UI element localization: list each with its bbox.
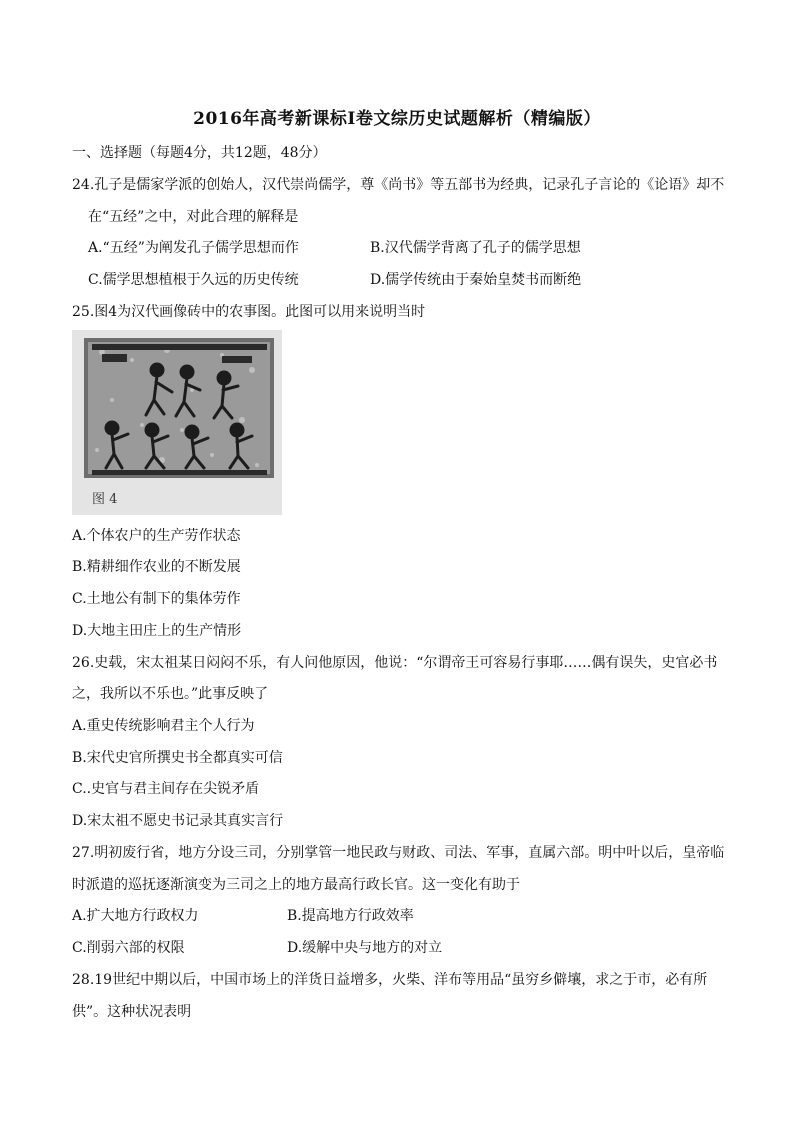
q24-option-b: B.汉代儒学背离了孔子的儒学思想 bbox=[370, 240, 581, 256]
q25-option-c: C.土地公有制下的集体劳作 bbox=[72, 591, 241, 607]
page-title: 2016年高考新课标Ⅰ卷文综历史试题解析（精编版） bbox=[193, 109, 601, 129]
q24-option-c: C.儒学思想植根于久远的历史传统 bbox=[88, 272, 299, 288]
q24-stem-line2: 在“五经”之中，对此合理的解释是 bbox=[88, 209, 299, 225]
q27-option-c: C.削弱六部的权限 bbox=[72, 940, 185, 956]
q25-option-b: B.精耕细作农业的不断发展 bbox=[72, 559, 241, 575]
q28-stem-line1: 28.19世纪中期以后，中国市场上的洋货日益增多，火柴、洋布等用品“虽穷乡僻壤，求之于市，必有所 bbox=[72, 972, 708, 988]
q25-stem: 25.图4为汉代画像砖中的农事图。此图可以用来说明当时 bbox=[72, 304, 426, 320]
section-heading: 一、选择题（每题4分，共12题，48分） bbox=[72, 145, 327, 161]
q26-stem-line2: 之，我所以不乐也。”此事反映了 bbox=[72, 686, 269, 702]
q24-stem-line1: 24.孔子是儒家学派的创始人，汉代崇尚儒学，尊《尚书》等五部书为经典，记录孔子言论的《论语》却不 bbox=[72, 177, 725, 193]
q27-stem-line1: 27.明初废行省，地方分设三司，分别掌管一地民政与财政、司法、军事，直属六部。明中叶以后，皇帝临 bbox=[72, 845, 725, 861]
q27-option-a: A.扩大地方行政权力 bbox=[72, 908, 199, 924]
figure-caption: 图 4 bbox=[92, 492, 118, 507]
q25-option-a: A.个体农户的生产劳作状态 bbox=[72, 528, 241, 544]
q27-stem-line2: 时派遣的巡抚逐渐演变为三司之上的地方最高行政长官。这一变化有助于 bbox=[72, 877, 520, 893]
q26-option-a: A.重史传统影响君主个人行为 bbox=[72, 718, 255, 734]
q27-option-b: B.提高地方行政效率 bbox=[287, 908, 414, 924]
q24-option-d: D.儒学传统由于秦始皇焚书而断绝 bbox=[370, 272, 582, 288]
q28-stem-line2: 供”。这种状况表明 bbox=[72, 1004, 192, 1020]
q24-option-a: A.“五经”为阐发孔子儒学思想而作 bbox=[88, 240, 299, 256]
q25-option-d: D.大地主田庄上的生产情形 bbox=[72, 623, 242, 639]
q26-option-c: C..史官与君主间存在尖锐矛盾 bbox=[72, 781, 260, 797]
q27-option-d: D.缓解中央与地方的对立 bbox=[287, 940, 443, 956]
q26-option-d: D.宋太祖不愿史书记录其真实言行 bbox=[72, 813, 284, 829]
q26-option-b: B.宋代史官所撰史书全都真实可信 bbox=[72, 750, 283, 766]
q26-stem-line1: 26.史载，宋太祖某日闷闷不乐，有人问他原因，他说：“尔谓帝王可容易行事耶……偶有误失，史官必书 bbox=[72, 655, 718, 671]
